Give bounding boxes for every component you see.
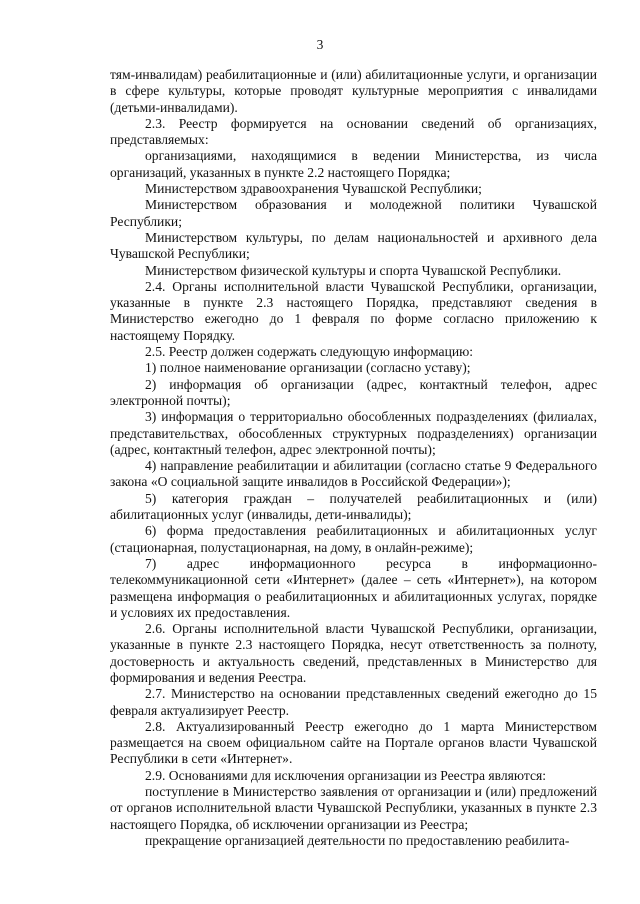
paragraph: Министерством здравоохранения Чувашской Республики; xyxy=(145,181,482,197)
paragraph: 1) полное наименование организации (согласно уставу); xyxy=(145,360,471,376)
paragraph: Министерством культуры, по делам национальностей и архивного дела Чувашской Республики; xyxy=(110,229,597,262)
page-number: 3 xyxy=(316,37,324,52)
paragraph: 7) адрес информационного ресурса в информационно-телекоммуникационной сети «Интернет» (далее – сеть «Интернет»), на котором размещена информация о реабилитационных и абилитационных услугах, порядке и условиях их предоставления. xyxy=(110,555,597,620)
paragraph: прекращение организацией деятельности по предоставлению реабилита- xyxy=(145,832,570,848)
paragraph: 2.5. Реестр должен содержать следующую информацию: xyxy=(145,344,474,360)
paragraph: 2.3. Реестр формируется на основании сведений об организациях, представляемых: xyxy=(110,115,597,148)
paragraph: 6) форма предоставления реабилитационных и абилитационных услуг (стационарная, полустационарная, на дому, в онлайн-режиме); xyxy=(110,523,597,555)
paragraph: Министерством физической культуры и спорта Чувашской Республики. xyxy=(145,262,562,278)
paragraph: 2.6. Органы исполнительной власти Чувашской Республики, организации, указанные в пункте 2.3 настоящего Порядка, несут ответственность за полноту, достоверность и актуальность сведений, представленных в Министерство для формирования и ведения Реестра. xyxy=(110,621,597,685)
paragraph: 2.8. Актуализированный Реестр ежегодно до 1 марта Министерством размещается на своем официальном сайте на Портале органов власти Чувашской Республики в сети «Интернет». xyxy=(110,718,597,767)
paragraph: 4) направление реабилитации и абилитации (согласно статье 9 Федерального закона «О социальной защите инвалидов в Российской Федерации»); xyxy=(110,458,597,490)
paragraph: тям-инвалидам) реабилитационные и (или) абилитационные услуги, и организации в сфере культуры, которые проводят культурные мероприятия с инвалидами (детьми-инвалидами). xyxy=(110,67,597,115)
paragraph: 2.7. Министерство на основании представленных сведений ежегодно до 15 февраля актуализирует Реестр. xyxy=(110,686,597,718)
paragraph: 2.9. Основаниями для исключения организации из Реестра являются: xyxy=(145,767,547,783)
paragraph: 5) категория граждан – получателей реабилитационных и (или) абилитационных услуг (инвалиды, дети-инвалиды); xyxy=(110,490,597,523)
paragraph: 2.4. Органы исполнительной власти Чувашской Республики, организации, указанные в пункте 2.3 настоящего Порядка, представляют сведения в Министерство ежегодно до 1 февраля по форме согласно приложению к настоящему Порядку. xyxy=(110,278,597,343)
paragraph: 2) информация об организации (адрес, контактный телефон, адрес электронной почты); xyxy=(110,376,597,408)
document-body xyxy=(110,67,597,849)
paragraph: поступление в Министерство заявления от организации и (или) предложений от органов исполнительной власти Чувашской Республики, указанных в пункте 2.3 настоящего Порядка, об исключении организации из Реестра; xyxy=(110,784,597,832)
paragraph: 3) информация о территориально обособленных подразделениях (филиалах, представительствах, обособленных структурных подразделениях) организации (адрес, контактный телефон, адрес электронной почты); xyxy=(110,409,597,457)
paragraph: Министерством образования и молодежной политики Чувашской Республики; xyxy=(110,197,597,229)
paragraph: организациями, находящимися в ведении Министерства, из числа организаций, указанных в пункте 2.2 настоящего Порядка; xyxy=(110,148,597,180)
